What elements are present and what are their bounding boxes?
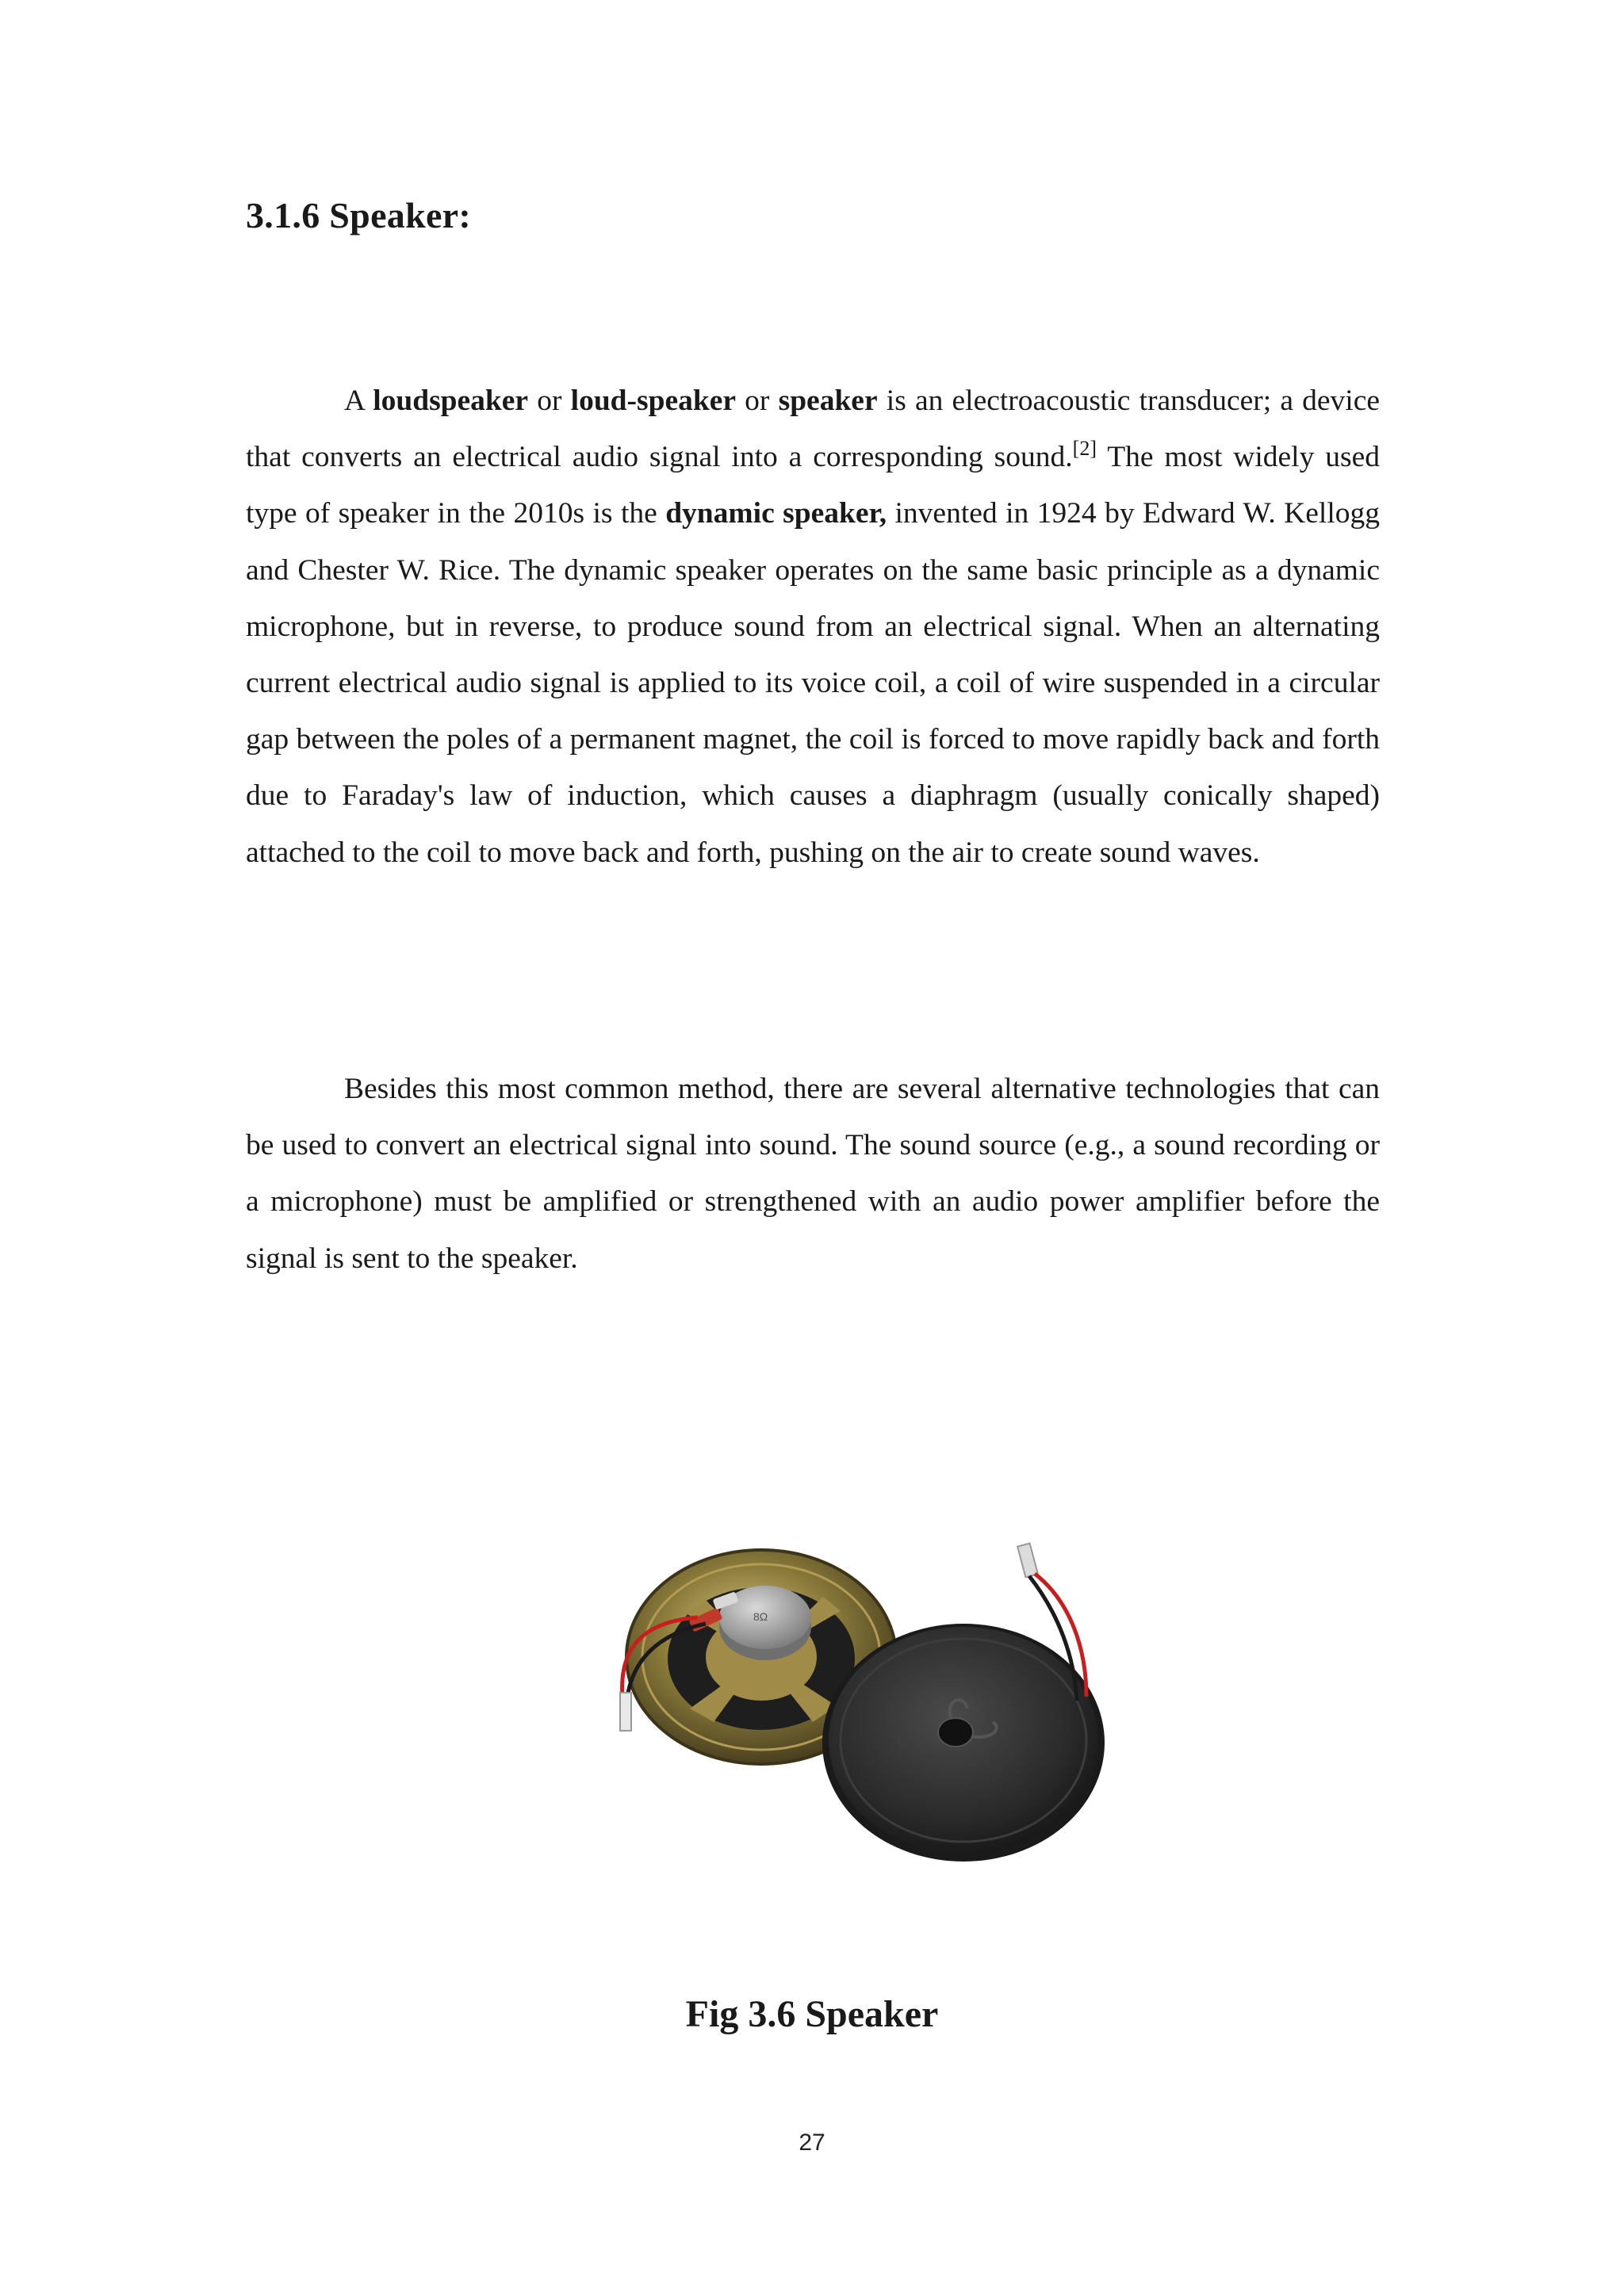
section-heading: 3.1.6 Speaker:	[246, 195, 472, 235]
figure-caption: Fig 3.6 Speaker	[685, 1993, 939, 2035]
paragraph-speaker-definition	[246, 373, 1380, 881]
speaker-front-view	[822, 1624, 1105, 1862]
para1-text-4: is an electroacoustic transducer; a device that converts an electrical audio signal into a corresponding sound.	[246, 385, 1380, 474]
para1-text-1: A	[344, 385, 373, 417]
term-speaker: speaker	[778, 385, 878, 417]
page-number: 27	[799, 2130, 825, 2156]
para1-text-2: or	[528, 385, 571, 417]
svg-text:8Ω: 8Ω	[753, 1610, 768, 1623]
para1-text-5: The most widely used type of speaker in the 2010s is the	[246, 441, 1380, 530]
citation-marker: [2]	[1072, 437, 1097, 461]
para1-text-3: or	[736, 385, 779, 417]
term-dynamic-speaker: dynamic speaker,	[665, 497, 887, 530]
term-loudspeaker: loudspeaker	[373, 385, 529, 417]
para1-text-6: invented in 1924 by Edward W. Kellogg and Chester W. Rice. The dynamic speaker operates on the same basic principle as a dynamic microphone, but in reverse, to produce sound from an electrical signal. When an alternating current electrical audio signal is applied to its voice coil, a coil of wire suspended in a circular gap between the poles of a permanent magnet, the coil is forced to move rapidly back and forth due to Faraday's law of induction, which causes a diaphragm (usually conically shaped) attached to the coil to move back and forth, pushing on the air to create sound waves.	[246, 497, 1380, 869]
paragraph-alternative-technologies: Besides this most common method, there are several alternative technologies that can be used to convert an electrical signal into sound. The sound source (e.g., a sound recording or a microphone) must be amplified or strengthened with an audio power amplifier before the signal is sent to the speaker.	[246, 1073, 1380, 1275]
speaker-photo	[603, 1538, 1126, 1871]
term-loud-speaker: loud-speaker	[570, 385, 737, 417]
